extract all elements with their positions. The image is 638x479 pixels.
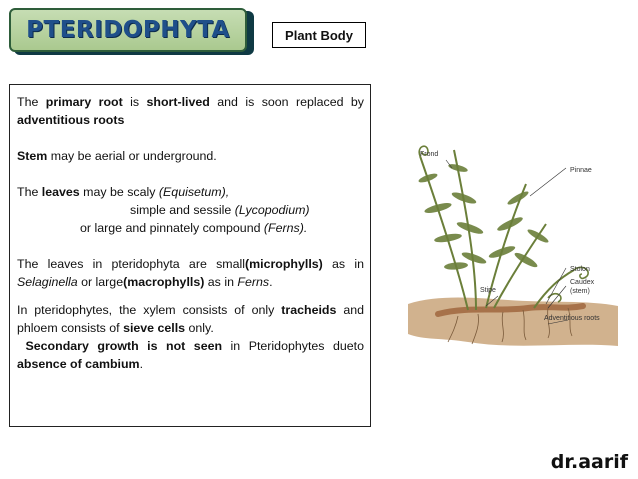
paragraph-vascular [17,301,364,337]
text: may be aerial or underground. [47,149,217,163]
text: The [17,185,42,199]
author-signature: dr.aarif [550,451,628,473]
label-stipe: Stipe [480,287,496,294]
paragraph-stem [17,147,364,165]
text: in Pteridophytes dueto [222,339,364,353]
text: only. [185,321,214,335]
pinnae-group [418,163,550,271]
example-equisetum: (Equisetum), [158,185,230,199]
content-box [9,84,371,427]
text: The leaves in pteridophyta are small [17,257,245,271]
text: as in [322,257,364,271]
label-frond: Frond [420,151,439,158]
leaves-line-2 [17,201,364,219]
term-macrophylls: (macrophylls) [123,275,205,289]
term-primary-root: primary root [45,95,123,109]
term-microphylls: (microphylls) [244,257,323,271]
text: or large [77,275,124,289]
example-lycopodium: (Lycopodium) [234,203,310,217]
term-short-lived: short-lived [146,95,210,109]
paragraph-roots [17,93,364,129]
term-adventitious-roots: adventitious roots [17,113,125,127]
paragraph-leaves [17,183,364,201]
label-adventitious-roots: Adventitious roots [544,315,600,322]
paragraph-phylls [17,255,364,291]
text: is [122,95,147,109]
term-leaves: leaves [41,185,80,199]
term-tracheids: tracheids [281,303,337,317]
example-selaginella: Selaginella [17,275,78,289]
paragraph-secondary-growth [17,337,364,373]
topic-tag: Plant Body [272,22,366,48]
example-ferns: (Ferns). [263,221,308,235]
text: The [17,95,46,109]
fern-figure [398,128,620,360]
label-pinnae: Pinnae [570,167,592,174]
text: simple and sessile [130,203,235,217]
text: . [139,357,144,371]
text: . [269,275,273,289]
example-ferns-2: Ferns [237,275,270,289]
label-caudex-sub: (stem) [570,288,590,295]
term-absence-of-cambium: absence of cambium [17,357,140,371]
text: In pteridophytes, the xylem consists of only [17,303,282,317]
fern-illustration [398,128,620,360]
text: and is soon replaced by [209,95,364,109]
text: and phloem consists of [17,303,364,335]
text: may be scaly [79,185,159,199]
term-stem: Stem [17,149,48,163]
stipes-group [420,150,574,310]
term-sieve-cells: sieve cells [123,321,186,335]
label-stolon: Stolon [570,266,590,273]
title-banner [9,8,247,52]
text: as in [204,275,238,289]
text: or large and pinnately compound [80,221,264,235]
leaves-line-3 [17,219,364,237]
label-caudex: Caudex [570,279,595,286]
page-title: PTERIDOPHYTA [26,17,230,43]
term-secondary-growth: Secondary growth is not seen [25,339,223,353]
